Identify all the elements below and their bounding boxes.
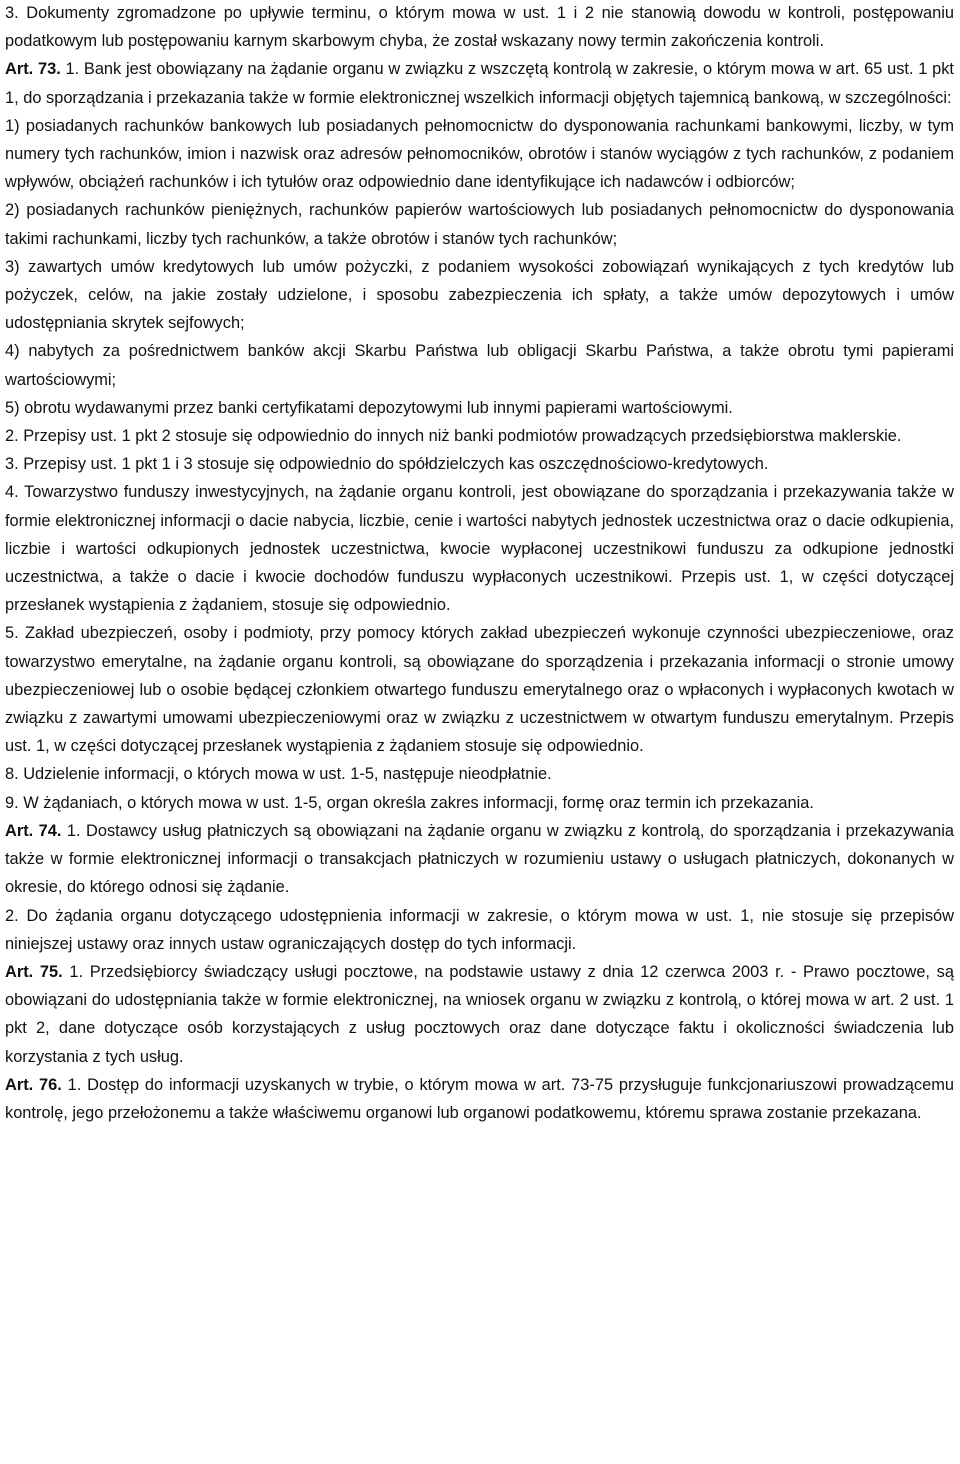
paragraph-text: 1. Dostęp do informacji uzyskanych w trybie, o którym mowa w art. 73-75 przysługuje funkcjonariuszowi prowadzącemu kontrolę, jego przełożonemu a także właściwemu organowi lub organowi podatkowemu, któremu sprawa zostanie przekazana. [5, 1075, 954, 1122]
paragraph-text: 2) posiadanych rachunków pieniężnych, rachunków papierów wartościowych lub posiadanych pełnomocnictw do dysponowania takimi rachunkami, liczby tych rachunków, a także obrotów i stanów tych rachunków; [5, 201, 954, 248]
paragraph-text: 3. Przepisy ust. 1 pkt 1 i 3 stosuje się odpowiednio do spółdzielczych kas oszczędnościowo-kredytowych. [5, 455, 769, 474]
article-number: Art. 76. [5, 1075, 62, 1094]
article-number: Art. 73. [5, 60, 61, 79]
paragraph [5, 337, 954, 393]
article-paragraph [5, 1071, 954, 1127]
article-paragraph [5, 817, 954, 902]
paragraph-text: 3. Dokumenty zgromadzone po upływie terminu, o którym mowa w ust. 1 i 2 nie stanowią dowodu w kontroli, postępowaniu podatkowym lub postępowaniu karnym skarbowym chyba, że został wskazany nowy termin zakończenia kontroli. [5, 4, 954, 51]
article-paragraph [5, 55, 954, 111]
paragraph-text: 9. W żądaniach, o których mowa w ust. 1-5, organ określa zakres informacji, formę oraz termin ich przekazania. [5, 793, 814, 812]
paragraph [5, 619, 954, 760]
paragraph [5, 789, 954, 817]
article-number: Art. 74. [5, 821, 62, 840]
paragraph-text: 1. Dostawcy usług płatniczych są obowiązani na żądanie organu w związku z kontrolą, do sporządzania i przekazywania także w formie elektronicznej informacji o transakcjach płatniczych w rozumieniu ustawy o usługach płatniczych, dokonanych w okresie, do którego odnosi się żądanie. [5, 821, 954, 897]
paragraph [5, 760, 954, 788]
paragraph-text: 2. Do żądania organu dotyczącego udostępnienia informacji w zakresie, o którym mowa w ust. 1, nie stosuje się przepisów niniejszej ustawy oraz innych ustaw ograniczających dostęp do tych informacji. [5, 906, 954, 953]
paragraph-text: 4. Towarzystwo funduszy inwestycyjnych, na żądanie organu kontroli, jest obowiązane do sporządzania i przekazywania także w formie elektronicznej informacji o dacie nabycia, liczbie, cenie i wartości nabytych jednostek uczestnictwa oraz o dacie odkupienia, liczbie i wartości odkupionych jednostek uczestnictwa, kwocie wypłaconej uczestnikowi funduszu za odkupione jednostki uczestnictwa, a także o dacie i kwocie dochodów funduszu wypłaconych uczestnikowi. Przepis ust. 1, w części dotyczącej przesłanek wystąpienia z żądaniem, stosuje się odpowiednio. [5, 483, 954, 615]
paragraph-text: 1) posiadanych rachunków bankowych lub posiadanych pełnomocnictw do dysponowania rachunkami bankowymi, liczby, w tym numery tych rachunków, imion i nazwisk oraz adresów pełnomocników, obrotów i stanów wyciągów z tych rachunków, z podaniem wpływów, obciążeń rachunków i ich tytułów oraz odpowiednio dane identyfikujące ich nadawców i odbiorców; [5, 116, 954, 192]
paragraph [5, 450, 954, 478]
paragraph-text: 5. Zakład ubezpieczeń, osoby i podmioty, przy pomocy których zakład ubezpieczeń wykonuje czynności ubezpieczeniowe, oraz towarzystwo emerytalne, na żądanie organu kontroli, są obowiązane do sporządzenia i przekazania informacji o stronie umowy ubezpieczeniowej lub o osobie będącej członkiem otwartego funduszu emerytalnego oraz o wpłaconych i wypłaconych kwotach w związku z zawartymi umowami ubezpieczeniowymi oraz w związku z uczestnictwem w otwartym funduszu emerytalnym. Przepis ust. 1, w części dotyczącej przesłanek wystąpienia z żądaniem stosuje się odpowiednio. [5, 624, 954, 756]
paragraph [5, 253, 954, 338]
paragraph [5, 902, 954, 958]
paragraph-text: 8. Udzielenie informacji, o których mowa w ust. 1-5, następuje nieodpłatnie. [5, 765, 552, 784]
paragraph [5, 0, 954, 55]
paragraph [5, 394, 954, 422]
article-paragraph [5, 958, 954, 1071]
paragraph [5, 422, 954, 450]
paragraph [5, 196, 954, 252]
paragraph-text: 2. Przepisy ust. 1 pkt 2 stosuje się odpowiednio do innych niż banki podmiotów prowadzących przedsiębiorstwa maklerskie. [5, 427, 902, 446]
paragraph-text: 1. Przedsiębiorcy świadczący usługi pocztowe, na podstawie ustawy z dnia 12 czerwca 2003 r. - Prawo pocztowe, są obowiązani do udostępniania także w formie elektronicznej, na wniosek organu w związku z kontrolą, o której mowa w art. 2 ust. 1 pkt 2, dane dotyczące osób korzystających z usług pocztowych oraz dane dotyczące faktu i okoliczności świadczenia lub korzystania z tych usług. [5, 962, 954, 1066]
paragraph [5, 478, 954, 619]
paragraph-text: 5) obrotu wydawanymi przez banki certyfikatami depozytowymi lub innymi papierami wartościowymi. [5, 398, 733, 417]
paragraph [5, 112, 954, 197]
paragraph-text: 1. Bank jest obowiązany na żądanie organu w związku z wszczętą kontrolą w zakresie, o którym mowa w art. 65 ust. 1 pkt 1, do sporządzania i przekazania także w formie elektronicznej wszelkich informacji objętych tajemnicą bankową, w szczególności: [5, 60, 954, 107]
paragraph-text: 4) nabytych za pośrednictwem banków akcji Skarbu Państwa lub obligacji Skarbu Państwa, a także obrotu tymi papierami wartościowymi; [5, 342, 954, 389]
article-number: Art. 75. [5, 962, 63, 981]
paragraph-text: 3) zawartych umów kredytowych lub umów pożyczki, z podaniem wysokości zobowiązań wynikających z tych kredytów lub pożyczek, celów, na jakie zostały udzielone, i sposobu zabezpieczenia ich spłaty, a także umów depozytowych i umów udostępniania skrytek sejfowych; [5, 257, 954, 333]
